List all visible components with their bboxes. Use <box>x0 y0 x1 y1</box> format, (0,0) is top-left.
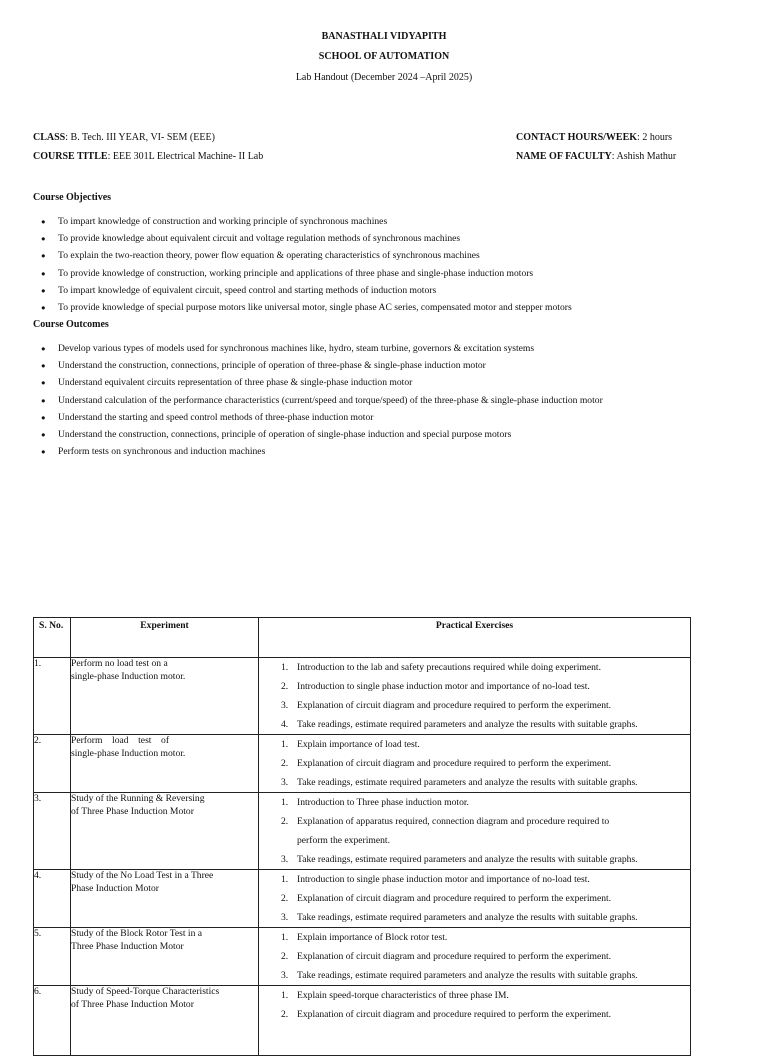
exercise-list <box>259 928 690 985</box>
objectives-list <box>33 213 572 316</box>
exercise-number: 3. <box>281 970 289 981</box>
exercise-number: 4. <box>281 719 289 730</box>
exercise-text: Explanation of circuit diagram and procedure required to perform the experiment. <box>297 893 612 904</box>
exercise-text: Explanation of circuit diagram and procedure required to perform the experiment. <box>297 1009 612 1020</box>
objective-item: ● To explain the two-reaction theory, power flow equation & operating characteristics of synchronous machines <box>33 247 572 264</box>
row-sno: 2. <box>34 735 71 793</box>
objective-item: ● To impart knowledge of construction and working principle of synchronous machines <box>33 213 572 230</box>
row-sno: 1. <box>34 658 71 735</box>
exercise-number: 2. <box>281 758 289 769</box>
row-exercises <box>259 793 691 870</box>
exercise-item <box>259 889 690 908</box>
exercise-item <box>259 658 690 677</box>
objectives-heading: Course Objectives <box>33 192 112 203</box>
faculty-info <box>516 151 676 162</box>
exercise-item <box>259 928 690 947</box>
table-row <box>34 870 691 928</box>
exercise-item <box>259 773 690 792</box>
experiment-line: Study of Speed-Torque Characteristics <box>71 986 220 997</box>
row-experiment <box>71 793 259 870</box>
exercise-text: Explanation of circuit diagram and procedure required to perform the experiment. <box>297 951 612 962</box>
table-header-row <box>34 618 691 658</box>
row-experiment <box>71 986 259 1056</box>
row-experiment <box>71 928 259 986</box>
outcome-item: ● Understand equivalent circuits representation of three phase & single-phase induction motor <box>33 374 603 391</box>
exercise-list <box>259 658 690 734</box>
exercise-item <box>259 696 690 715</box>
row-experiment <box>71 870 259 928</box>
outcome-item: ● Understand the starting and speed control methods of three-phase induction motor <box>33 409 603 426</box>
exercise-number: 3. <box>281 700 289 711</box>
row-experiment <box>71 735 259 793</box>
experiment-line: Study of the Block Rotor Test in a <box>71 928 203 939</box>
row-exercises <box>259 658 691 735</box>
exercise-item <box>259 754 690 773</box>
exercise-item <box>259 735 690 754</box>
exercise-text: Introduction to Three phase induction motor. <box>297 797 469 808</box>
header-sno: S. No. <box>34 618 71 658</box>
class-label: CLASS <box>33 132 66 143</box>
exercise-item <box>259 793 690 812</box>
exercise-number: 2. <box>281 1009 289 1020</box>
exercise-item <box>259 870 690 889</box>
exercise-item <box>259 908 690 927</box>
exercise-text: Introduction to the lab and safety precautions required while doing experiment. <box>297 662 601 673</box>
outcomes-heading: Course Outcomes <box>33 319 109 330</box>
experiment-line: single-phase Induction motor. <box>71 670 186 682</box>
outcomes-list <box>33 340 603 460</box>
row-exercises <box>259 986 691 1056</box>
exercise-text: Introduction to single phase induction motor and importance of no-load test. <box>297 681 590 692</box>
class-value: : B. Tech. III YEAR, VI- SEM (EEE) <box>65 132 215 143</box>
exercise-text: Take readings, estimate required parameters and analyze the results with suitable graphs. <box>297 912 638 923</box>
exercise-number: 1. <box>281 932 289 943</box>
objective-item: ● To provide knowledge about equivalent circuit and voltage regulation methods of synchronous machines <box>33 230 572 247</box>
exercise-number: 1. <box>281 662 289 673</box>
exercise-number: 2. <box>281 681 289 692</box>
table-row <box>34 658 691 735</box>
outcome-item: ● Understand the construction, connections, principle of operation of single-phase induction and special purpose motors <box>33 426 603 443</box>
faculty-value: : Ashish Mathur <box>611 151 677 162</box>
institution-name: BANASTHALI VIDYAPITH <box>321 31 447 42</box>
contact-info <box>516 132 672 143</box>
header-exercises: Practical Exercises <box>259 618 691 658</box>
exercise-number: 1. <box>281 797 289 808</box>
exercise-text: Explain speed-torque characteristics of three phase IM. <box>297 990 509 1001</box>
experiment-line: Perform load test of <box>71 735 170 746</box>
exercise-number: 1. <box>281 739 289 750</box>
exercise-text: Explanation of circuit diagram and procedure required to perform the experiment. <box>297 758 612 769</box>
exercise-text: Take readings, estimate required parameters and analyze the results with suitable graphs. <box>297 719 638 730</box>
row-exercises <box>259 870 691 928</box>
contact-value: : 2 hours <box>637 132 673 143</box>
exercise-text: Introduction to single phase induction motor and importance of no-load test. <box>297 874 590 885</box>
exercise-text: Take readings, estimate required parameters and analyze the results with suitable graphs. <box>297 777 638 788</box>
row-sno: 4. <box>34 870 71 928</box>
row-sno: 3. <box>34 793 71 870</box>
exercise-text: Explanation of circuit diagram and procedure required to perform the experiment. <box>297 700 612 711</box>
course-info <box>33 151 263 162</box>
table-row <box>34 735 691 793</box>
experiment-line: of Three Phase Induction Motor <box>71 998 194 1010</box>
exercise-list <box>259 986 690 1024</box>
experiment-line: Three Phase Induction Motor <box>71 940 184 952</box>
exercise-text: Explain importance of Block rotor test. <box>297 932 448 943</box>
experiments-table <box>33 617 691 1056</box>
exercise-number: 1. <box>281 990 289 1001</box>
exercise-number: 2. <box>281 951 289 962</box>
objective-item: ● To provide knowledge of special purpose motors like universal motor, single phase AC series, compensated motor and stepper motors <box>33 299 572 316</box>
exercise-list <box>259 735 690 792</box>
exercise-text: Explanation of apparatus required, connection diagram and procedure required to <box>297 816 610 827</box>
objective-item: ● To provide knowledge of construction, working principle and applications of three phase and single-phase induction motors <box>33 265 572 282</box>
exercise-number: 2. <box>281 893 289 904</box>
objective-item: ● To impart knowledge of equivalent circuit, speed control and starting methods of induction motors <box>33 282 572 299</box>
exercise-item <box>259 986 690 1005</box>
experiment-line: single-phase Induction motor. <box>71 747 186 759</box>
exercise-number: 3. <box>281 912 289 923</box>
table-row <box>34 793 691 870</box>
experiment-line: Perform no load test on a <box>71 658 168 669</box>
exercise-list <box>259 870 690 927</box>
outcome-item: ● Perform tests on synchronous and induction machines <box>33 443 603 460</box>
exercise-item <box>259 715 690 734</box>
course-value: : EEE 301L Electrical Machine- II Lab <box>107 151 264 162</box>
outcome-item: ● Understand calculation of the performance characteristics (current/speed and torque/speed) of the three-phase & single-phase induction motor <box>33 392 603 409</box>
row-experiment <box>71 658 259 735</box>
exercise-list <box>259 793 690 869</box>
faculty-label: NAME OF FACULTY <box>516 151 612 162</box>
outcome-item: ● Understand the construction, connections, principle of operation of three-phase & single-phase induction motor <box>33 357 603 374</box>
exercise-text: Explain importance of load test. <box>297 739 420 750</box>
exercise-item <box>259 677 690 696</box>
experiment-line: Study of the Running & Reversing <box>71 793 205 804</box>
exercise-number: 3. <box>281 777 289 788</box>
row-exercises <box>259 735 691 793</box>
school-name: SCHOOL OF AUTOMATION <box>318 51 450 62</box>
class-info <box>33 132 215 143</box>
experiment-line: of Three Phase Induction Motor <box>71 805 194 817</box>
row-sno: 6. <box>34 986 71 1056</box>
exercise-item <box>259 831 690 850</box>
exercise-text: Take readings, estimate required parameters and analyze the results with suitable graphs. <box>297 970 638 981</box>
row-exercises <box>259 928 691 986</box>
exercise-number: 2. <box>281 816 289 827</box>
handout-title: Lab Handout (December 2024 –April 2025) <box>295 72 473 83</box>
table-row <box>34 928 691 986</box>
exercise-item <box>259 947 690 966</box>
experiment-line: Study of the No Load Test in a Three <box>71 870 214 881</box>
table-row <box>34 986 691 1056</box>
exercise-number: 3. <box>281 854 289 865</box>
exercise-text: perform the experiment. <box>297 835 390 846</box>
exercise-item <box>259 966 690 985</box>
exercise-item <box>259 1005 690 1024</box>
header-experiment: Experiment <box>71 618 259 658</box>
exercise-item <box>259 812 690 831</box>
contact-label: CONTACT HOURS/WEEK <box>516 132 638 143</box>
exercise-text: Take readings, estimate required parameters and analyze the results with suitable graphs. <box>297 854 638 865</box>
experiment-line: Phase Induction Motor <box>71 882 159 894</box>
outcome-item: ● Develop various types of models used for synchronous machines like, hydro, steam turbine, governors & excitation systems <box>33 340 603 357</box>
row-sno: 5. <box>34 928 71 986</box>
exercise-number: 1. <box>281 874 289 885</box>
course-label: COURSE TITLE <box>33 151 108 162</box>
exercise-item <box>259 850 690 869</box>
